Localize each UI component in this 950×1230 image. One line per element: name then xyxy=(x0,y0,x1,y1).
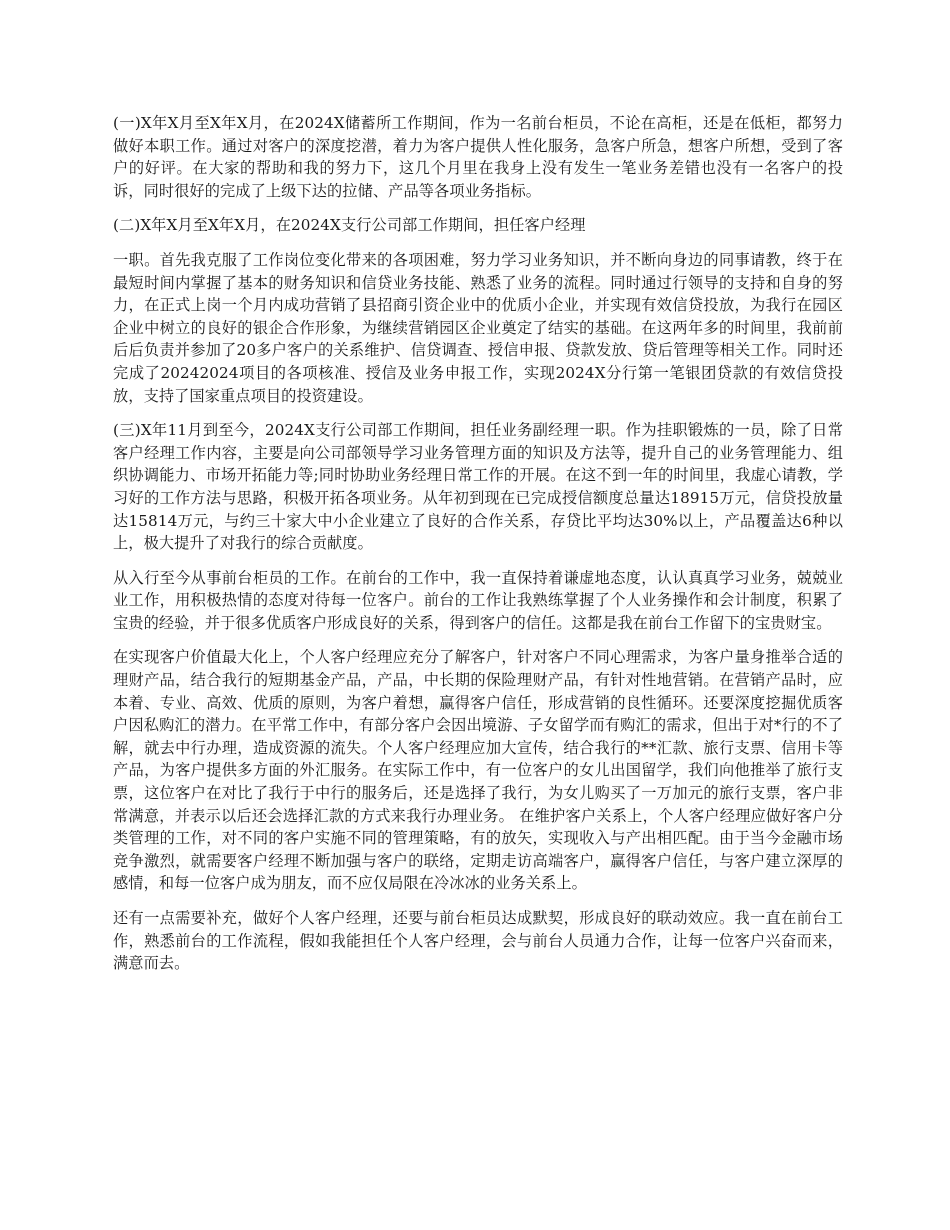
document-body xyxy=(113,112,843,987)
paragraph-2: (二)X年X月至X年X月，在2024X支行公司部工作期间，担任客户经理 xyxy=(113,216,586,235)
paragraph-3: 一职。首先我克服了工作岗位变化带来的各项困难，努力学习业务知识，并不断向身边的同事请教，终于在最短时间内掌握了基本的财务知识和信贷业务技能、熟悉了业务的流程。同时通过行领导的支持和自身的努力，在正式上岗一个月内成功营销了县招商引资企业中的优质小企业，并实现有效信贷投放，为我行在园区企业中树立的良好的银企合作形象，为继续营销园区企业奠定了结实的基础。在这两年多的时间里，我前前后后负责并参加了20多户客户的关系维护、信贷调查、授信申报、贷款发放、贷后管理等相关工作。同时还完成了20242024项目的各项核准、授信及业务申报工作，实现2024X分行第一笔银团贷款的有效信贷投放，支持了国家重点项目的投资建设。 xyxy=(113,250,843,405)
paragraph-5: 从入行至今从事前台柜员的工作。在前台的工作中，我一直保持着谦虚地态度，认认真真学习业务，兢兢业业工作，用积极热情的态度对待每一位客户。前台的工作让我熟练掌握了个人业务操作和会计制度，积累了宝贵的经验，并于很多优质客户形成良好的关系，得到客户的信任。这都是我在前台工作留下的宝贵财宝。 xyxy=(113,568,843,632)
paragraph-1: (一)X年X月至X年X月，在2024X储蓄所工作期间，作为一名前台柜员，不论在高柜，还是在低柜，都努力做好本职工作。通过对客户的深度挖潜，着力为客户提供人性化服务，急客户所急，想客户所想，受到了客户的好评。在大家的帮助和我的努力下，这几个月里在我身上没有发生一笔业务差错也没有一名客户的投诉，同时很好的完成了上级下达的拉储、产品等各项业务指标。 xyxy=(113,114,843,200)
paragraph-7: 还有一点需要补充，做好个人客户经理，还要与前台柜员达成默契，形成良好的联动效应。我一直在前台工作，熟悉前台的工作流程，假如我能担任个人客户经理，会与前台人员通力合作，让每一位客户兴奋而来，满意而去。 xyxy=(113,909,843,973)
paragraph-4: (三)X年11月到至今，2024X支行公司部工作期间，担任业务副经理一职。作为挂职锻炼的一员，除了日常客户经理工作内容，主要是向公司部领导学习业务管理方面的知识及方法等，提升自己的业务管理能力、组织协调能力、市场开拓能力等;同时协助业务经理日常工作的开展。在这不到一年的时间里，我虚心请教，学习好的工作方法与思路，积极开拓各项业务。从年初到现在已完成授信额度总量达18915万元，信贷投放量达15814万元，与约三十家大中小企业建立了良好的合作关系，存贷比平均达30%以上，产品覆盖达6种以上，极大提升了对我行的综合贡献度。 xyxy=(113,421,843,553)
paragraph-6: 在实现客户价值最大化上，个人客户经理应充分了解客户，针对客户不同心理需求，为客户量身推举合适的理财产品，结合我行的短期基金产品，产品，中长期的保险理财产品，有针对性地营销。在营销产品时，应本着、专业、高效、优质的原则，为客户着想，赢得客户信任，形成营销的良性循环。还要深度挖掘优质客户因私购汇的潜力。在平常工作中，有部分客户会因出境游、子女留学而有购汇的需求，但出于对*行的不了解，就去中行办理，造成资源的流失。个人客户经理应加大宣传，结合我行的**汇款、旅行支票、信用卡等产品，为客户提供多方面的外汇服务。在实际工作中，有一位客户的女儿出国留学，我们向他推举了旅行支票，这位客户在对比了我行于中行的服务后，还是选择了我行，为女儿购买了一万加元的旅行支票，客户非常满意，并表示以后还会选择汇款的方式来我行办理业务。 在维护客户关系上，个人客户经理应做好客户分类管理的工作，对不同的客户实施不同的管理策略，有的放矢，实现收入与产出相匹配。由于当今金融市场竞争激烈，就需要客户经理不断加强与客户的联络，定期走访高端客户，赢得客户信任，与客户建立深厚的感情，和每一位客户成为朋友，而不应仅局限在冷冰冰的业务关系上。 xyxy=(113,648,843,893)
